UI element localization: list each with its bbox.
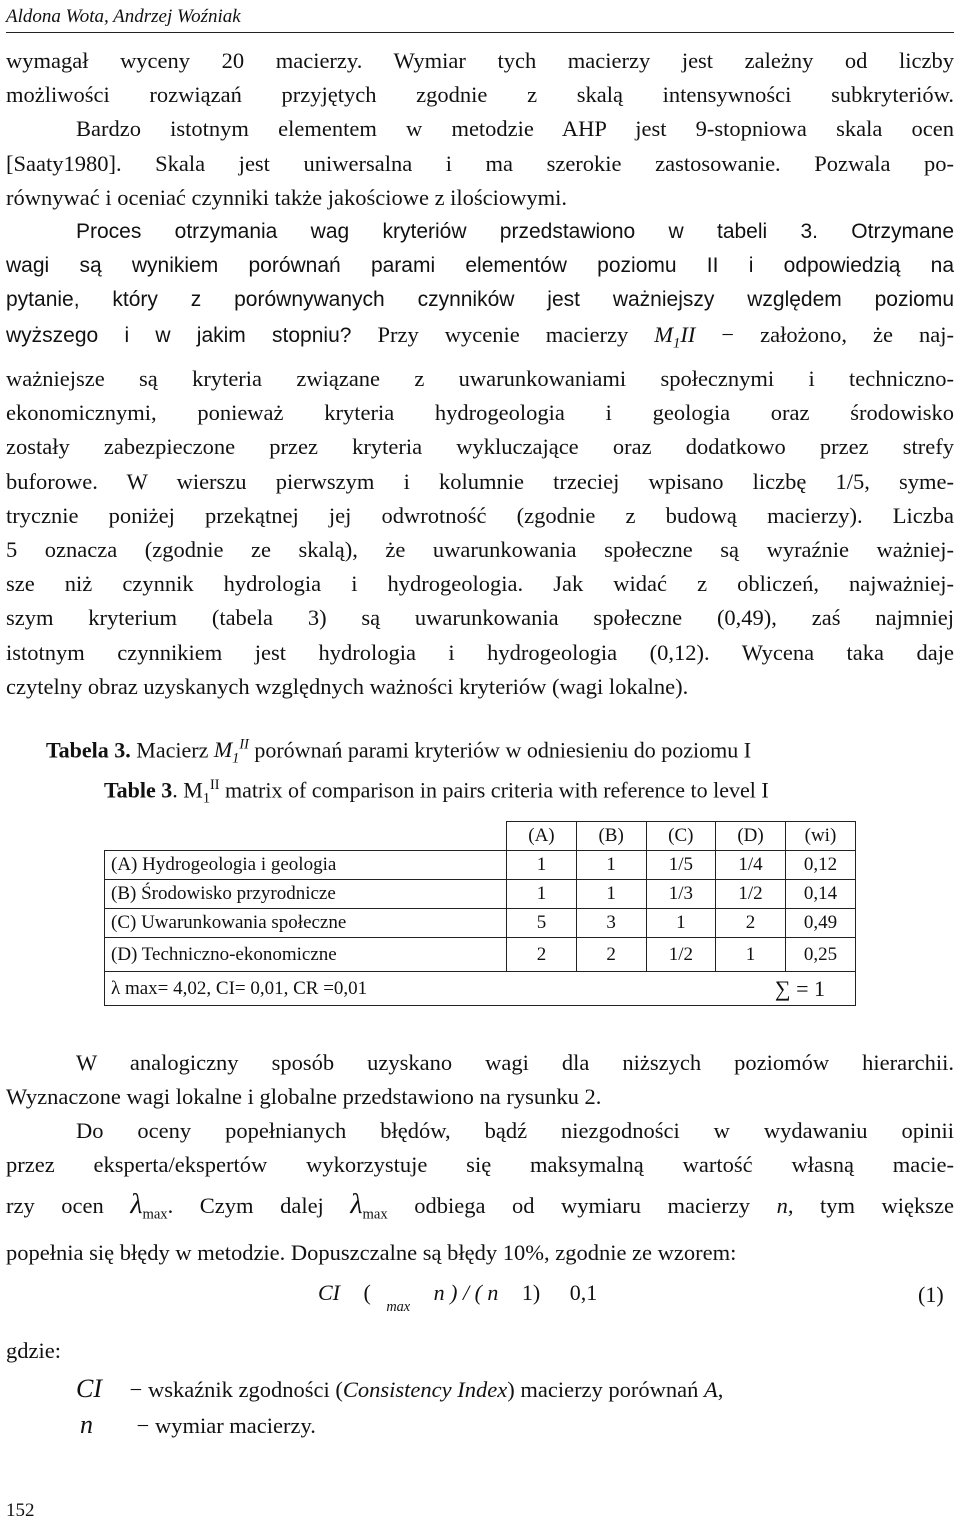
- math-subscript: 1: [202, 790, 210, 807]
- column-header: (wi): [785, 822, 855, 851]
- text-line: równywać i oceniać czynniki także jakościowe z ilościowymi.: [6, 184, 568, 210]
- table-footer-row: [105, 972, 856, 1006]
- row-label: (B) Środowisko przyrodnicze: [105, 880, 507, 909]
- dash: −: [129, 1377, 143, 1402]
- text-line: sze niż czynnik hydrologia i hydrogeologia. Jak widać z obliczeń, najważniej-: [6, 571, 954, 597]
- text-line-with-math: [6, 318, 954, 361]
- paragraph-4: [6, 1114, 954, 1270]
- text-line: możliwości rozwiązań przyjętych zgodnie z skalą intensywności subkryteriów.: [6, 82, 954, 108]
- table-cell: 2: [716, 909, 786, 938]
- text-fragment: ,: [717, 1377, 724, 1402]
- table-corner-cell: [105, 822, 507, 851]
- table-cell: 0,12: [785, 851, 855, 880]
- text-line-with-math: [6, 1188, 954, 1232]
- math-expression: n ) / ( n: [433, 1280, 499, 1305]
- header-authors: Aldona Wota, Andrzej Woźniak: [6, 6, 241, 27]
- math-symbol: M: [213, 737, 233, 763]
- table-row: [105, 938, 856, 972]
- math-symbol: A: [704, 1377, 718, 1402]
- text-line: istotnym czynnikiem jest hydrologia i hydrogeologia (0,12). Wycena taka daje: [6, 639, 954, 665]
- row-label: (C) Uwarunkowania społeczne: [105, 909, 507, 938]
- text-fragment: , tym większe: [787, 1193, 955, 1219]
- text-line: [Saaty1980]. Skala jest uniwersalna i ma szerokie zastosowanie. Pozwala po-: [6, 150, 954, 176]
- math-subscript: 1: [673, 335, 681, 352]
- paragraph-2-continued: [6, 362, 954, 704]
- math-M1II: [654, 321, 696, 352]
- table-cell: 1/2: [646, 938, 716, 972]
- text-fragment: wymiar macierzy.: [149, 1413, 316, 1438]
- sum-equals-one: ∑ = 1: [716, 972, 856, 1006]
- table-cell: 1: [576, 851, 646, 880]
- text-fragment: odbiega od wymiaru macierzy: [387, 1193, 777, 1219]
- math-paren: (: [363, 1280, 371, 1305]
- table-cell: 2: [507, 938, 577, 972]
- caption-text: matrix of comparison in pairs criteria with reference to level I: [219, 777, 769, 803]
- math-symbol: CI: [76, 1374, 102, 1403]
- table-row: [105, 851, 856, 880]
- text-fragment: rzy ocen: [6, 1193, 131, 1219]
- text-line: przez eksperta/ekspertów wykorzystuje się maksymalną wartość własną macie-: [6, 1152, 954, 1178]
- text-fragment: Przy wycenie macierzy: [351, 321, 655, 347]
- lambda-summary: λ max= 4,02, CI= 0,01, CR =0,01: [105, 972, 716, 1006]
- table-caption-pl: [46, 737, 751, 768]
- paragraph-3: [6, 1046, 954, 1114]
- text-line: trycznie poniżej przekątnej jej odwrotność (zgodnie z budową macierzy). Liczba: [6, 502, 954, 528]
- table-cell: 1: [646, 909, 716, 938]
- text-line: ważniejsze są kryteria związane z uwarunkowaniami społecznymi i techniczno-: [6, 366, 954, 391]
- math-superscript: II: [239, 737, 249, 753]
- math-symbol: n: [80, 1410, 93, 1439]
- table-caption-en: [104, 777, 769, 808]
- definition-n: [80, 1410, 316, 1440]
- table-cell: 0,49: [785, 909, 855, 938]
- math-symbol: M: [654, 321, 674, 347]
- caption-label: Tabela 3.: [46, 737, 131, 763]
- comparison-matrix-table: [104, 821, 856, 1006]
- math-superscript: II: [210, 777, 220, 793]
- text-line: zostały zabezpieczone przez kryteria wykluczające oraz dodatkowo przez strefy: [6, 434, 954, 460]
- formula-ci: [318, 1280, 598, 1316]
- math-subscript: max: [362, 1206, 388, 1223]
- math-expression: 1): [521, 1280, 541, 1305]
- table-cell: 3: [576, 909, 646, 938]
- text-line: Wyznaczone wagi lokalne i globalne przedstawiono na rysunku 2.: [6, 1084, 602, 1110]
- text-line: wymagał wyceny 20 macierzy. Wymiar tych macierzy jest zależny od liczby: [6, 48, 954, 73]
- text-fragment: wyższego i w jakim stopniu?: [6, 323, 352, 347]
- table-cell: 2: [576, 938, 646, 972]
- page-number: 152: [6, 1500, 35, 1521]
- text-line: buforowe. W wierszu pierwszym i kolumnie trzeciej wpisano liczbę 1/5, syme-: [6, 468, 954, 494]
- math-symbol: CI: [318, 1280, 340, 1305]
- paragraph-1: [6, 44, 954, 215]
- text-line: Do oceny popełnianych błędów, bądź niezgodności w wydawaniu opinii: [76, 1118, 954, 1143]
- math-subscript: 1: [232, 750, 240, 767]
- table-cell: 1: [507, 851, 577, 880]
- caption-label: Table 3: [104, 777, 173, 803]
- math-expression: 0,1: [569, 1280, 598, 1305]
- table-cell: 1/4: [716, 851, 786, 880]
- text-fragment: − założono, że naj-: [695, 321, 954, 347]
- table-row: [105, 880, 856, 909]
- text-line: szym kryterium (tabela 3) są uwarunkowania społeczne (0,49), zaś najmniej: [6, 605, 954, 631]
- table-cell: 1/3: [646, 880, 716, 909]
- text-fragment: wskaźnik zgodności (: [142, 1377, 343, 1402]
- text-line: czytelny obraz uzyskanych względnych ważności kryteriów (wagi lokalne).: [6, 673, 689, 699]
- text-fragment: Consistency Index: [342, 1377, 508, 1402]
- text-line: W analogiczny sposób uzyskano wagi dla niższych poziomów hierarchii.: [76, 1050, 954, 1075]
- lambda-symbol: λ: [130, 1189, 143, 1221]
- text-line: popełnia się błędy w metodzie. Dopuszczalne są błędy 10%, zgodnie ze wzorem:: [6, 1240, 737, 1266]
- column-header: (D): [716, 822, 786, 851]
- table-cell: 1: [716, 938, 786, 972]
- lambda-symbol: λ: [350, 1189, 363, 1221]
- definition-ci: [76, 1374, 723, 1404]
- table-cell: 1: [576, 880, 646, 909]
- text-line: Bardzo istotnym elementem w metodzie AHP jest 9-stopniowa skala ocen: [76, 116, 954, 142]
- where-label: gdzie:: [6, 1338, 61, 1363]
- math-subscript: max: [142, 1206, 168, 1223]
- running-header: [6, 6, 954, 33]
- equation-number: (1): [918, 1282, 944, 1307]
- dash: −: [136, 1413, 150, 1438]
- text-fragment: . Czym dalej: [167, 1193, 351, 1219]
- table-cell: 1: [507, 880, 577, 909]
- column-header: (A): [507, 822, 577, 851]
- text-fragment: ) macierzy porównań: [507, 1377, 705, 1402]
- math-subscript: max: [386, 1299, 411, 1316]
- paragraph-2: [6, 215, 954, 360]
- text-line: wagi są wynikiem porównań parami elementów poziomu II i odpowiedzią na: [6, 254, 954, 278]
- table-row: [105, 909, 856, 938]
- row-label: (D) Techniczno-ekonomiczne: [105, 938, 507, 972]
- text-line: Proces otrzymania wag kryteriów przedstawiono w tabeli 3. Otrzymane: [76, 220, 954, 243]
- table-header-row: [105, 822, 856, 851]
- column-header: (B): [576, 822, 646, 851]
- caption-text: porównań parami kryteriów w odniesieniu do poziomu I: [248, 737, 752, 763]
- math-M1II: [213, 737, 249, 767]
- text-line: 5 oznacza (zgodnie ze skalą), że uwarunkowania społeczne są wyraźnie ważniej-: [6, 537, 954, 563]
- column-header: (C): [646, 822, 716, 851]
- math-symbol: n: [776, 1193, 788, 1219]
- table-cell: 0,14: [785, 880, 855, 909]
- row-label: (A) Hydrogeologia i geologia: [105, 851, 507, 880]
- caption-text: . M: [172, 777, 203, 803]
- table-cell: 1/2: [716, 880, 786, 909]
- table-cell: 5: [507, 909, 577, 938]
- table-cell: 1/5: [646, 851, 716, 880]
- math-symbol: II: [680, 321, 696, 347]
- table-cell: 0,25: [785, 938, 855, 972]
- text-line: pytanie, który z porównywanych czynników jest ważniejszy względem poziomu: [6, 288, 954, 312]
- caption-text: Macierz: [130, 737, 214, 763]
- text-line: ekonomicznymi, ponieważ kryteria hydrogeologia i geologia oraz środowisko: [6, 400, 954, 426]
